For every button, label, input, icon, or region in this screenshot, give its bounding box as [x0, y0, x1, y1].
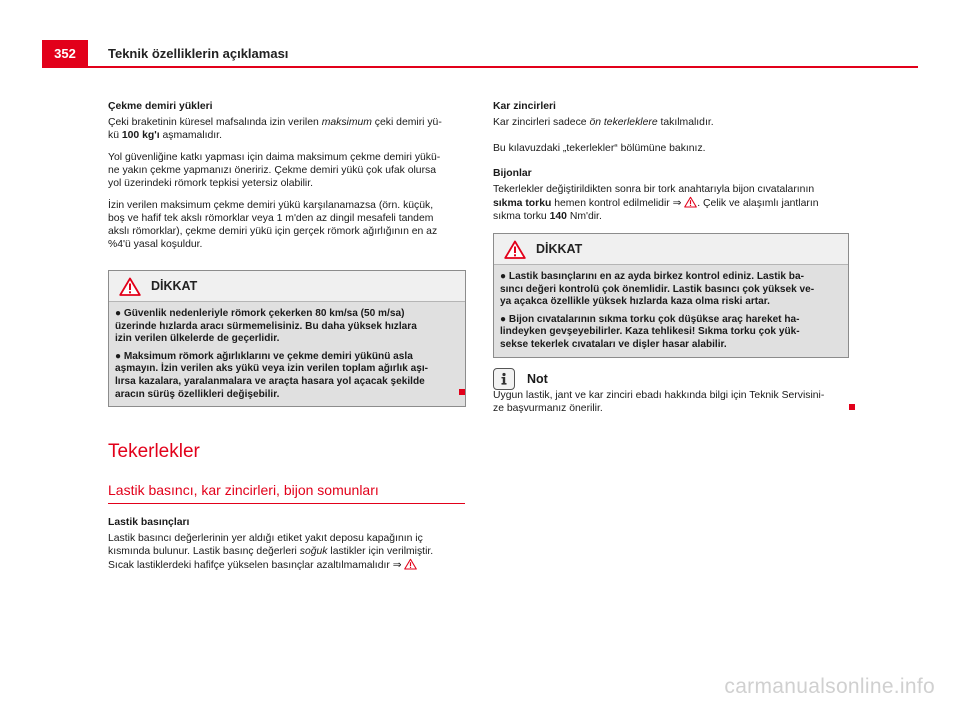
warning-title: DİKKAT — [536, 242, 583, 256]
warning-triangle-icon — [404, 558, 417, 570]
warning-triangle-icon — [504, 240, 526, 259]
warning-item: ● Güvenlik nedenleriyle römork çekerken 80 km/sa (50 m/sa) üzerinde hızlarda aracı sürmemelisiniz. Bu daha yüksek hızlara izin verilen ülkelerde de geçerlidir. — [115, 308, 417, 345]
subsection-title: Lastik basıncı, kar zincirleri, bijon somunları — [108, 482, 465, 504]
warning-item: ● Lastik basınçlarını en az ayda birkez kontrol ediniz. Lastik ba- sıncı değeri kontrolü çok önemlidir. Lastik basıncı çok yüksek ve- ya açakca özellikle yüksek hızlarda kaza olma riski artar. — [500, 271, 815, 308]
section-title: Tekerlekler — [108, 441, 200, 462]
towing-paragraph-3: İzin verilen maksimum çekme demiri yükü karşılanamazsa (örn. küçük, boş ve hafif tek akslı römorklar veya 1 m'den az dingil mesafeli tandem akslı römorklar), çekme demiri yükü için gerçek römork ağırlığının en az %4'ü yasal koşuldur. — [108, 200, 438, 250]
tyre-pressure-section — [108, 516, 468, 581]
warning-body — [494, 264, 848, 357]
chains-heading: Kar zincirleri — [493, 101, 556, 112]
warning-title: DİKKAT — [151, 279, 198, 293]
towing-section — [108, 100, 468, 260]
towing-paragraph-1: Çeki braketinin küresel mafsalında izin verilen maksimum çeki demiri yü- kü 100 kg'ı aşmamalıdır. — [108, 117, 442, 141]
wheels-warning-box — [493, 233, 849, 358]
chains-paragraph-1: Kar zincirleri sadece ön tekerleklere takılmalıdır. — [493, 117, 714, 128]
section-end-marker — [849, 404, 855, 410]
header-rule — [42, 66, 918, 68]
info-icon — [493, 368, 515, 390]
section-end-marker — [459, 389, 465, 395]
warning-triangle-icon — [684, 196, 697, 208]
note-title: Not — [527, 372, 548, 386]
tyre-pressure-paragraph: Lastik basıncı değerlerinin yer aldığı etiket yakıt deposu kapağının iç kısmında bulunur. Lastik basınç değerleri soğuk lastikler için verilmiştir. Sıcak lastiklerdeki hafifçe yükselen basınçlar azaltılmamalıdır ⇒ — [108, 533, 434, 571]
warning-header — [494, 234, 848, 264]
warning-triangle-icon — [119, 277, 141, 296]
warning-item: ● Bijon cıvatalarının sıkma torku çok düşükse araç hareket ha- lindeyken gevşeyebilirler. Kaza tehlikesi! Sıkma torku çok yük- sekse tekerlek cıvataları ve dişler hasar alabilir. — [500, 313, 800, 350]
warning-body — [109, 301, 465, 406]
chains-section — [493, 100, 863, 232]
note-header — [493, 368, 548, 390]
chains-paragraph-2: Bu kılavuzdaki „tekerlekler“ bölümüne bakınız. — [493, 143, 706, 154]
bolts-heading: Bijonlar — [493, 168, 532, 179]
towing-paragraph-2: Yol güvenliğine katkı yapması için daima maksimum çekme demiri yükü- ne yakın çekme yapmanızı öneririz. Çekme demiri yükü çok ufak olursa yol üzerindeki römork tepkisi yetersiz olabilir. — [108, 152, 441, 189]
towing-warning-box — [108, 270, 466, 407]
page-number: 352 — [42, 40, 88, 67]
note-text: Uygun lastik, jant ve kar zinciri ebadı hakkında bilgi için Teknik Servisini- ze başvurmanız önerilir. — [493, 390, 825, 414]
towing-heading: Çekme demiri yükleri — [108, 101, 213, 112]
watermark: carmanualsonline.info — [724, 675, 935, 698]
bolts-paragraph: Tekerlekler değiştirildikten sonra bir tork anahtarıyla bijon cıvatalarının sıkma torku hemen kontrol edilmelidir ⇒ . Çelik ve alaşımlı jantların sıkma torku 140 Nm'dir. — [493, 184, 819, 222]
tyre-pressure-heading: Lastik basınçları — [108, 517, 190, 528]
warning-header — [109, 271, 465, 301]
page-title: Teknik özelliklerin açıklaması — [108, 46, 289, 61]
warning-item: ● Maksimum römork ağırlıklarını ve çekme demiri yükünü asla aşmayın. İzin verilen aks yükü veya izin verilen toplam ağırlık aşı- lırsa kazalara, yaralanmalara ve araçta hasara yol açacak şekilde aracın sürüş özellikleri değişebilir. — [115, 350, 429, 400]
